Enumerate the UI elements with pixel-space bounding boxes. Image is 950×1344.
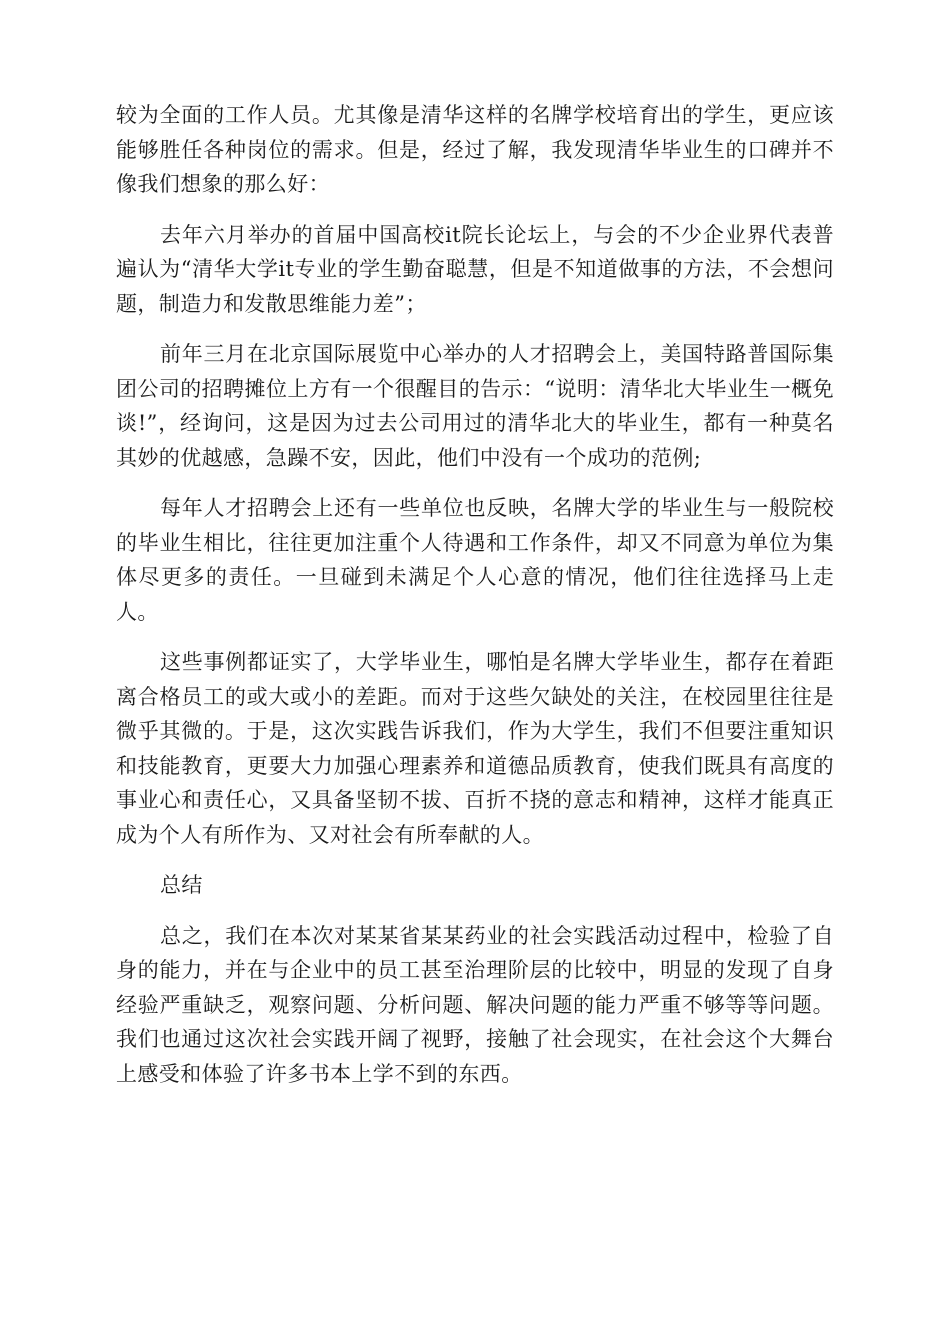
document-page (116, 98, 834, 1107)
paragraph-employer-complaints: 每年人才招聘会上还有一些单位也反映，名牌大学的毕业生与一般院校的毕业生相比，往往更加注重个人待遇和工作条件，却又不同意为单位为集体尽更多的责任。一旦碰到未满足个人心意的情况，他们往往选择马上走人。 (116, 496, 834, 624)
paragraph-forum-feedback: 去年六月举办的首届中国高校it院长论坛上，与会的不少企业界代表普遍认为“清华大学it专业的学生勤奋聪慧，但是不知道做事的方法，不会想问题，制造力和发散思维能力差”； (116, 222, 834, 316)
paragraph-job-fair-notice: 前年三月在北京国际展览中心举办的人才招聘会上，美国特路普国际集团公司的招聘摊位上方有一个很醒目的告示：“说明：清华北大毕业生一概免谈!”，经询问，这是因为过去公司用过的清华北大的毕业生，都有一种莫名其妙的优越感，急躁不安，因此，他们中没有一个成功的范例; (116, 342, 834, 470)
summary-heading: 总结 (160, 873, 203, 897)
paragraph-conclusion-of-examples: 这些事例都证实了，大学毕业生，哪怕是名牌大学毕业生，都存在着距离合格员工的或大或小的差距。而对于这些欠缺处的关注，在校园里往往是微乎其微的。于是，这次实践告诉我们，作为大学生，我们不但要注重知识和技能教育，更要大力加强心理素养和道德品质教育，使我们既具有高度的事业心和责任心，又具备坚韧不拔、百折不挠的意志和精神，这样才能真正成为个人有所作为、又对社会有所奉献的人。 (116, 650, 834, 847)
summary-paragraph: 总之，我们在本次对某某省某某药业的社会实践活动过程中，检验了自身的能力，并在与企业中的员工甚至治理阶层的比较中，明显的发现了自身经验严重缺乏，观察问题、分析问题、解决问题的能力严重不够等等问题。我们也通过这次社会实践开阔了视野，接触了社会现实，在社会这个大舞台上感受和体验了许多书本上学不到的东西。 (116, 923, 834, 1086)
paragraph-continuation: 较为全面的工作人员。尤其像是清华这样的名牌学校培育出的学生，更应该能够胜任各种岗位的需求。但是，经过了解，我发现清华毕业生的口碑并不像我们想象的那么好： (116, 103, 834, 196)
